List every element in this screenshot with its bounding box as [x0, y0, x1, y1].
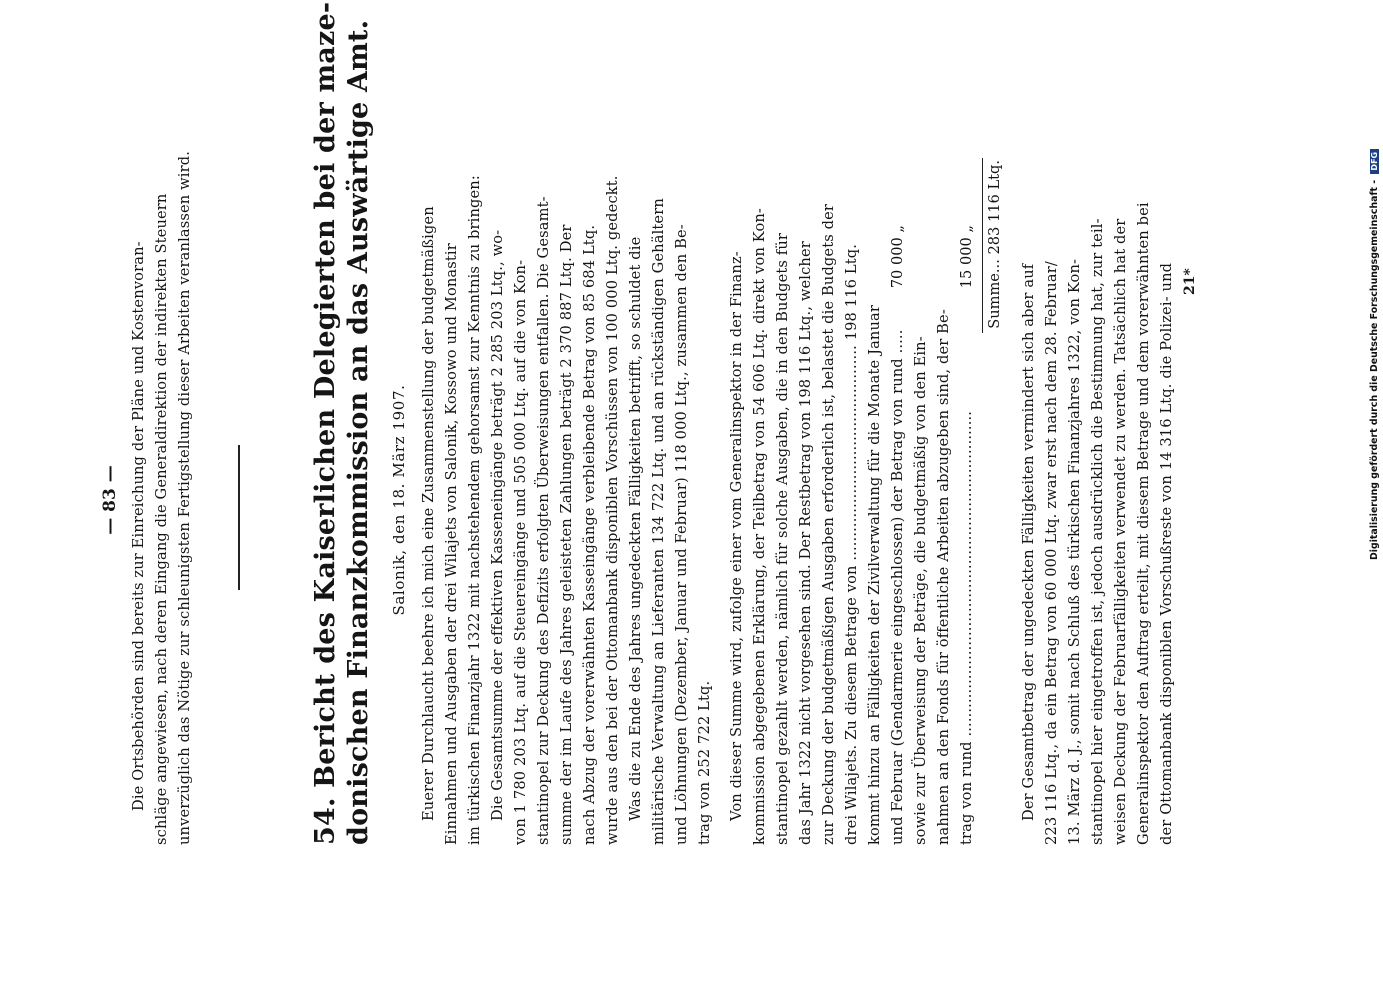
- body-line: trag von rund ....................................................................: [958, 410, 975, 845]
- body-line: nahmen an den Fonds für öffentliche Arbeiten abzugeben sind, der Be-: [935, 309, 952, 845]
- body-line: sowie zur Überweisung der Beträge, die budgetmäßig von den Ein-: [912, 336, 929, 845]
- closing-line: Der Gesamtbetrag der ungedeckten Fälligkeiten vermindert sich aber auf: [1020, 263, 1037, 821]
- body-line: summe der im Laufe des Jahres geleisteten Zahlungen beträgt 2 370 887 Ltq. Der: [558, 224, 575, 845]
- intro-line: schläge angewiesen, nach deren Eingang die Generaldirektion der indirekten Steuern: [153, 193, 170, 845]
- body-line: und Löhnungen (Dezember, Januar und Februar) 118 000 Ltq., zusammen den Be-: [673, 224, 690, 845]
- page-number: — 83 —: [100, 465, 120, 535]
- closing-line: Generalinspektor den Auftrag erteilt, mit diesem Betrage und dem vorerwähnten bei: [1135, 202, 1152, 845]
- body-line: Was die zu Ende des Jahres ungedeckten Fälligkeiten betrifft, so schuldet die: [627, 236, 644, 821]
- body-line: Die Gesamtsumme der effektiven Kasseneingänge beträgt 2 285 203 Ltq., wo-: [489, 229, 506, 821]
- sum-rule: [982, 158, 983, 333]
- amount-fonds: 15 000 „: [958, 225, 975, 289]
- body-line: zur Deckung der budgetmäßigen Ausgaben erforderlich ist, belastet die Budgets der: [820, 203, 837, 845]
- body-line: Euerer Durchlaucht beehre ich mich eine Zusammenstellung der budgetmäßigen: [420, 206, 437, 821]
- dfg-logo: DFG: [1370, 149, 1379, 174]
- amount-sum: Summe... 283 116 Ltq.: [986, 160, 1003, 329]
- dfg-credit: [1369, 149, 1380, 560]
- body-line: stantinopel gezahlt werden, nämlich für solche Ausgaben, die in den Budgets für: [774, 232, 791, 845]
- body-line: nach Abzug der vorerwähnten Kasseingänge verbleibende Betrag von 85 684 Ltq.: [581, 224, 598, 845]
- body-line: von 1 780 203 Ltq. auf die Steuereingänge und 505 000 Ltq. auf die von Kon-: [512, 259, 529, 845]
- body-line: im türkischen Finanzjahr 1322 mit nachstehendem gehorsamst zur Kenntnis zu bringen:: [466, 175, 483, 845]
- intro-line: Die Ortsbehörden sind bereits zur Einreichung der Pläne und Kostenvoran-: [130, 241, 147, 811]
- body-line: Von dieser Summe wird, zufolge einer vom Generalinspektor in der Finanz-: [728, 251, 745, 821]
- body-line: drei Wilajets. Zu diesem Betrage von ............................................. 198 116 Ltq.: [843, 243, 860, 845]
- closing-line: 223 116 Ltq., da ein Betrag von 60 000 Ltq. zwar erst nach dem 28. Februar/: [1043, 261, 1060, 845]
- signature-mark: 21*: [1182, 268, 1198, 295]
- body-line: stantinopel zur Deckung des Defizits erfolgten Überweisungen entfallen. Die Gesamt-: [535, 196, 552, 845]
- section-divider: [238, 445, 240, 590]
- body-line: kommission abgegebenen Erklärung, der Teilbetrag von 54 606 Ltq. direkt von Kon-: [751, 207, 768, 845]
- body-line: und Februar (Gendarmerie eingeschlossen) der Betrag von rund .....: [889, 329, 906, 845]
- dateline: Salonik, den 18. März 1907.: [390, 384, 408, 616]
- amount-civil: 70 000 „: [889, 225, 906, 289]
- section-heading-line-1: 54. Bericht des Kaiserlichen Delegierten bei der maze-: [310, 1, 341, 845]
- closing-line: 13. März d. J., somit nach Schluß des türkischen Finanzjahres 1322, von Kon-: [1066, 258, 1083, 845]
- rotated-page: [100, 1, 1280, 845]
- closing-line: stantinopel hier eingetroffen ist, jedoch ausdrücklich die Bestimmung hat, zur teil-: [1089, 218, 1106, 845]
- body-line: das Jahr 1322 nicht vorgesehen sind. Der Restbetrag von 198 116 Ltq., welcher: [797, 241, 814, 845]
- body-line: wurde aus den bei der Ottomanbank disponiblen Vorschüssen von 100 000 Ltq. gedeckt.: [604, 175, 621, 845]
- body-line: trag von 252 722 Ltq.: [696, 680, 713, 845]
- body-line: militärische Verwaltung an Lieferanten 134 722 Ltq. und an rückständigen Gehältern: [650, 198, 667, 845]
- body-line: kommt hinzu an Fälligkeiten der Zivilverwaltung für die Monate Januar: [866, 305, 883, 845]
- closing-line: weisen Deckung der Februarfälligkeiten verwendet zu werden. Tatsächlich hat der: [1112, 218, 1129, 845]
- body-line: Einnahmen und Ausgaben der drei Wilajets von Salonik, Kossowo und Monastir: [443, 243, 460, 845]
- section-heading-line-2: donischen Finanzkommission an das Auswärtige Amt.: [343, 19, 374, 845]
- credit-text: Digitalisierung gefördert durch die Deutsche Forschungsgemeinschaft -: [1369, 179, 1380, 560]
- intro-line: unverzüglich das Nötige zur schleunigsten Fertigstellung dieser Arbeiten veranlassen wird.: [176, 150, 193, 845]
- closing-line: der Ottomanbank disponiblen Vorschußreste von 14 316 Ltq. die Polizei- und: [1158, 262, 1175, 845]
